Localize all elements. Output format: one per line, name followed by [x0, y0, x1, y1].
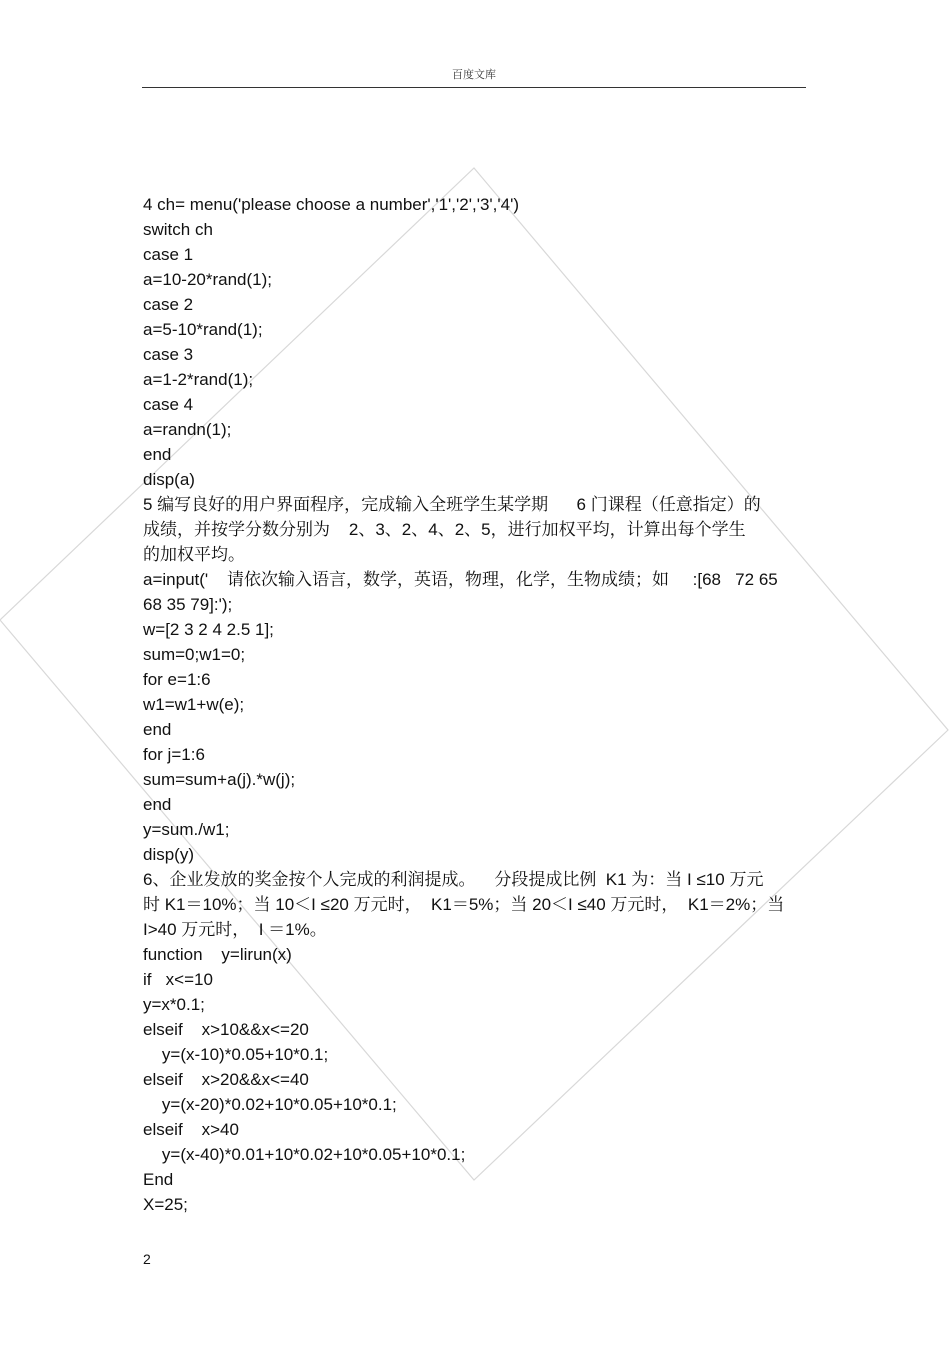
- text-line: 时 K1＝10%；当 10＜I ≤20 万元时， K1＝5%；当 20＜I ≤40 万元时， K1＝2%；当: [143, 895, 785, 914]
- text-line: sum=0;w1=0;: [143, 645, 246, 664]
- text-line: a=1-2*rand(1);: [143, 370, 254, 389]
- text-line: disp(a): [143, 470, 195, 489]
- text-line: 68 35 79]:');: [143, 595, 233, 614]
- text-line: 成绩，并按学分数分别为 2、3、2、4、2、5，进行加权平均，计算出每个学生: [143, 520, 746, 539]
- text-line: a=randn(1);: [143, 420, 232, 439]
- document-body: [143, 192, 808, 1217]
- text-line: elseif x>10&&x<=20: [143, 1020, 309, 1039]
- text-line: y=sum./w1;: [143, 820, 230, 839]
- page-header: [142, 64, 806, 88]
- text-line: switch ch: [143, 220, 213, 239]
- text-line: case 1: [143, 245, 194, 264]
- text-line: end: [143, 720, 172, 739]
- text-line: y=(x-20)*0.02+10*0.05+10*0.1;: [143, 1095, 397, 1114]
- text-line: for e=1:6: [143, 670, 211, 689]
- text-line: a=10-20*rand(1);: [143, 270, 273, 289]
- text-line: y=x*0.1;: [143, 995, 205, 1014]
- text-line: sum=sum+a(j).*w(j);: [143, 770, 296, 789]
- text-line: end: [143, 445, 172, 464]
- text-line: 4 ch= menu('please choose a number','1','2','3','4'): [143, 195, 519, 214]
- text-line: case 4: [143, 395, 194, 414]
- text-line: function y=lirun(x): [143, 945, 292, 964]
- text-line: 5 编写良好的用户界面程序，完成输入全班学生某学期 6 门课程（任意指定）的: [143, 495, 761, 514]
- text-line: X=25;: [143, 1195, 188, 1214]
- text-line: w=[2 3 2 4 2.5 1];: [143, 620, 274, 639]
- text-line: if x<=10: [143, 970, 213, 989]
- text-line: elseif x>40: [143, 1120, 239, 1139]
- text-line: y=(x-10)*0.05+10*0.1;: [143, 1045, 329, 1064]
- text-line: End: [143, 1170, 174, 1189]
- text-line: 6、企业发放的奖金按个人完成的利润提成。 分段提成比例 K1 为：当 I ≤10 万元: [143, 870, 764, 889]
- text-line: I>40 万元时， I ＝1%。: [143, 920, 327, 939]
- text-line: w1=w1+w(e);: [143, 695, 245, 714]
- text-line: 的加权平均。: [143, 545, 245, 564]
- text-line: case 2: [143, 295, 194, 314]
- text-line: a=input(' 请依次输入语言，数学，英语，物理，化学，生物成绩；如 :[68 72 65: [143, 570, 778, 589]
- text-line: for j=1:6: [143, 745, 205, 764]
- text-line: case 3: [143, 345, 194, 364]
- text-line: a=5-10*rand(1);: [143, 320, 263, 339]
- page-number: 2: [143, 1251, 151, 1267]
- text-line: end: [143, 795, 172, 814]
- text-line: y=(x-40)*0.01+10*0.02+10*0.05+10*0.1;: [143, 1145, 466, 1164]
- header-title: 百度文库: [452, 68, 496, 81]
- text-line: disp(y): [143, 845, 195, 864]
- text-line: elseif x>20&&x<=40: [143, 1070, 309, 1089]
